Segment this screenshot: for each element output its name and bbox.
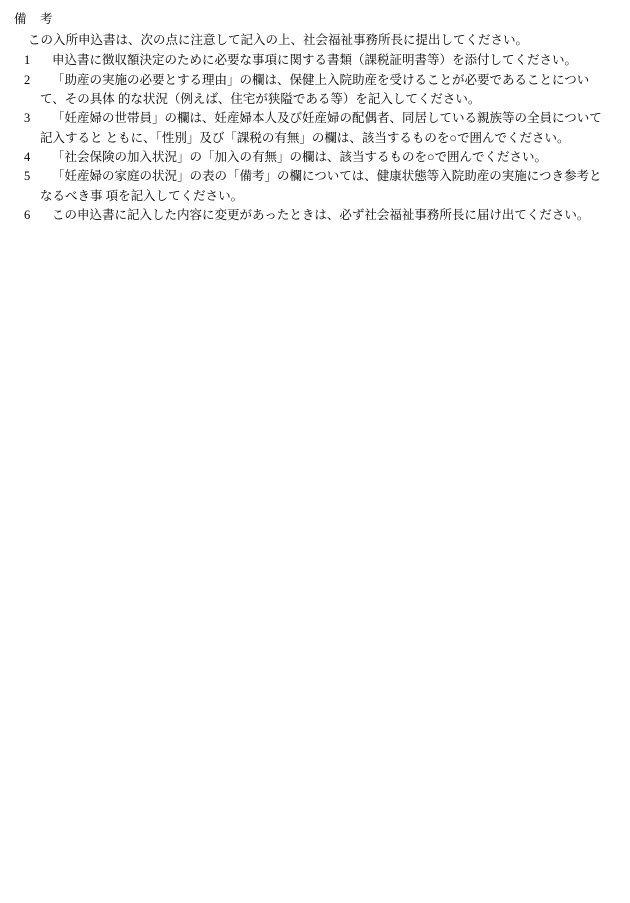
list-item-line: 項を記入してください。	[105, 188, 244, 203]
list-item-number: 6	[24, 208, 31, 223]
list-item	[14, 148, 612, 167]
list-item-line: ともに、「性別」及び「課税の有無」の欄は、該当するものを○で囲んでください。	[105, 130, 570, 145]
list-item-line: 「妊産婦の家庭の状況」の表の「備考」の欄については、健康状態等入院助産の実施につき参考となるべき事	[40, 169, 602, 203]
list-item-body	[40, 148, 612, 167]
list-item-body	[40, 206, 612, 225]
list-item	[14, 167, 612, 206]
list-item	[14, 51, 612, 70]
list-item-body	[40, 71, 612, 110]
list-item	[14, 206, 612, 225]
list-item-number: 4	[24, 150, 31, 164]
notes-list	[14, 51, 612, 225]
list-item-body	[40, 109, 612, 148]
lead-paragraph: この入所申込書は、次の点に注意して記入の上、社会福祉事務所長に提出してください。	[28, 32, 529, 47]
list-item-body	[40, 167, 612, 206]
list-item-number: 5	[24, 169, 31, 184]
list-item	[14, 109, 612, 148]
list-item-line: 「助産の実施の必要とする理由」の欄は、保健上入院助産を受けることが必要であることについて、その具体	[40, 72, 590, 106]
list-item-line: 申込書に徴収額決定のために必要な事項に関する書類（課税証明書等）を添付してください。	[52, 53, 578, 68]
list-item-line: 「妊産婦の世帯員」の欄は、妊産婦本人及び妊産婦の配偶者、同居している親族等の全員について記入すると	[40, 111, 602, 145]
list-item-line: 「社会保険の加入状況」の「加入の有無」の欄は、該当するものを○で囲んでください。	[52, 150, 548, 164]
list-item-number: 1	[24, 53, 31, 68]
list-item	[14, 71, 612, 110]
list-item-number: 2	[24, 72, 31, 87]
list-item-body	[40, 51, 612, 70]
list-item-number: 3	[24, 111, 31, 126]
list-item-line: この申込書に記入した内容に変更があったときは、必ず社会福祉事務所長に届け出てください。	[52, 208, 590, 223]
page-title: 備 考	[14, 12, 54, 26]
list-item-line: 的な状況（例えば、住宅が狭隘である等）を記入してください。	[117, 91, 481, 106]
